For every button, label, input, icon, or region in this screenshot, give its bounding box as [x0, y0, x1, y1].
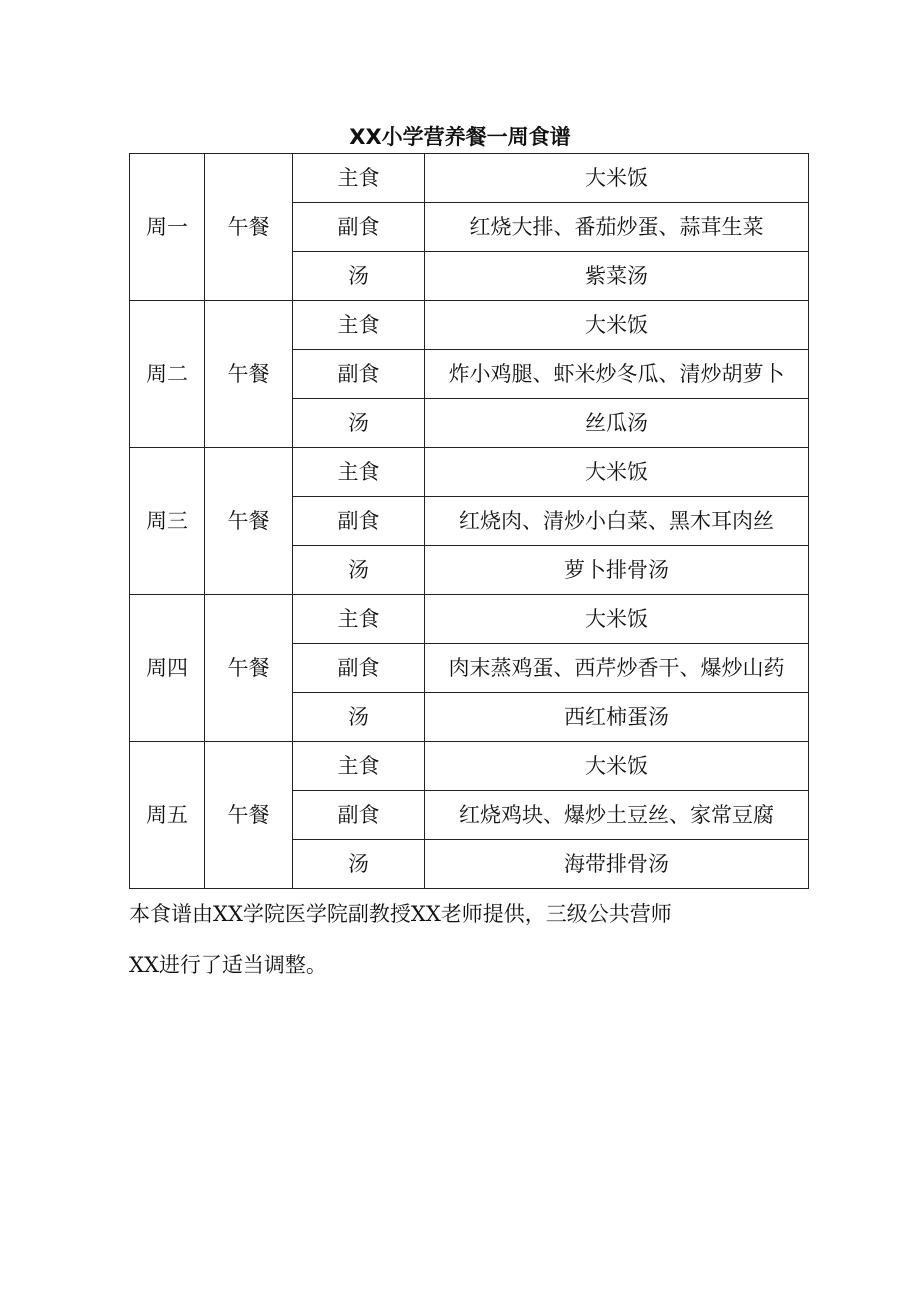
- category-cell: 汤: [293, 693, 425, 742]
- dishes-cell: 大米饭: [425, 154, 809, 203]
- category-cell: 副食: [293, 644, 425, 693]
- dishes-cell: 大米饭: [425, 301, 809, 350]
- table-row: [130, 154, 809, 203]
- category-cell: 主食: [293, 448, 425, 497]
- weekly-menu-table: [129, 153, 809, 889]
- category-cell: 主食: [293, 742, 425, 791]
- day-cell: 周三: [130, 448, 205, 595]
- footer-note-line-2: XX进行了适当调整。: [129, 953, 327, 977]
- dishes-cell: 紫菜汤: [425, 252, 809, 301]
- dishes-cell: 西红柿蛋汤: [425, 693, 809, 742]
- day-cell: 周四: [130, 595, 205, 742]
- category-cell: 主食: [293, 154, 425, 203]
- dishes-cell: 萝卜排骨汤: [425, 546, 809, 595]
- dishes-cell: 红烧鸡块、爆炒土豆丝、家常豆腐: [425, 791, 809, 840]
- category-cell: 汤: [293, 840, 425, 889]
- table-row: [130, 742, 809, 791]
- category-cell: 副食: [293, 497, 425, 546]
- dishes-cell: 炸小鸡腿、虾米炒冬瓜、清炒胡萝卜: [425, 350, 809, 399]
- dishes-cell: 红烧肉、清炒小白菜、黑木耳肉丝: [425, 497, 809, 546]
- category-cell: 汤: [293, 546, 425, 595]
- dishes-cell: 红烧大排、番茄炒蛋、蒜茸生菜: [425, 203, 809, 252]
- category-cell: 汤: [293, 252, 425, 301]
- category-cell: 主食: [293, 301, 425, 350]
- day-cell: 周二: [130, 301, 205, 448]
- footer-note-line-1: 本食谱由XX学院医学院副教授XX老师提供，三级公共营师: [129, 902, 672, 926]
- dishes-cell: 海带排骨汤: [425, 840, 809, 889]
- dishes-cell: 大米饭: [425, 742, 809, 791]
- category-cell: 副食: [293, 203, 425, 252]
- dishes-cell: 大米饭: [425, 448, 809, 497]
- table-row: [130, 301, 809, 350]
- meal-cell: 午餐: [205, 742, 293, 889]
- meal-cell: 午餐: [205, 154, 293, 301]
- dishes-cell: 大米饭: [425, 595, 809, 644]
- table-row: [130, 595, 809, 644]
- dishes-cell: 丝瓜汤: [425, 399, 809, 448]
- page-title: XX小学营养餐一周食谱: [349, 125, 571, 149]
- category-cell: 副食: [293, 350, 425, 399]
- day-cell: 周一: [130, 154, 205, 301]
- category-cell: 汤: [293, 399, 425, 448]
- meal-cell: 午餐: [205, 595, 293, 742]
- meal-cell: 午餐: [205, 301, 293, 448]
- day-cell: 周五: [130, 742, 205, 889]
- dishes-cell: 肉末蒸鸡蛋、西芹炒香干、爆炒山药: [425, 644, 809, 693]
- meal-cell: 午餐: [205, 448, 293, 595]
- category-cell: 主食: [293, 595, 425, 644]
- category-cell: 副食: [293, 791, 425, 840]
- table-row: [130, 448, 809, 497]
